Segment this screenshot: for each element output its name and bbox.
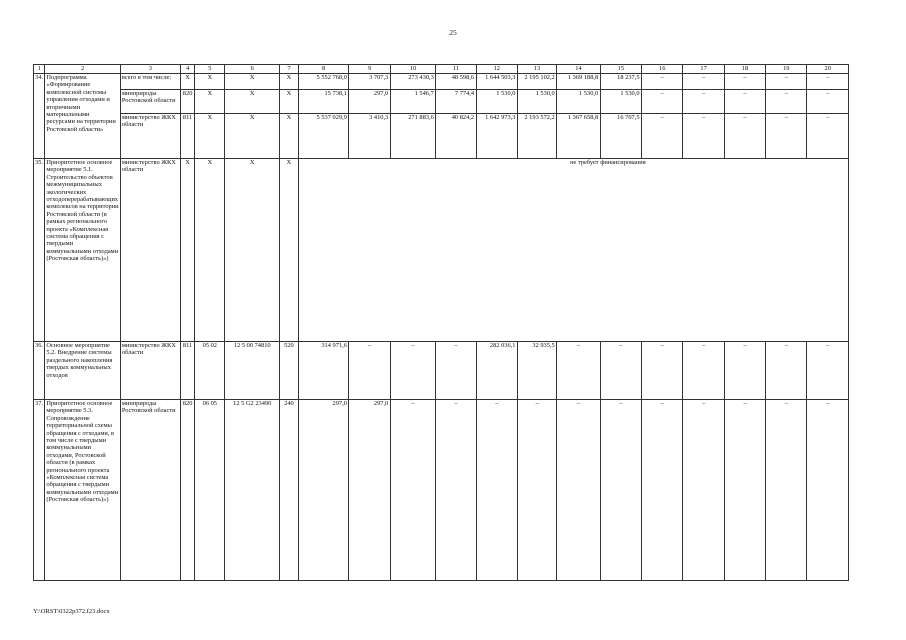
value-year: – bbox=[766, 74, 807, 90]
value-year: – bbox=[807, 114, 849, 159]
header-cell: 19 bbox=[766, 65, 807, 74]
value-year: 7 774,4 bbox=[436, 90, 476, 114]
no-funding-note: не требует финансирования bbox=[298, 159, 848, 342]
header-cell: 4 bbox=[180, 65, 194, 74]
header-cell: 2 bbox=[45, 65, 121, 74]
vr-code: 520 bbox=[280, 342, 299, 400]
header-cell: 15 bbox=[600, 65, 641, 74]
value-year: – bbox=[557, 342, 600, 400]
table-row-34-minzhkh bbox=[34, 114, 849, 159]
value-year: 297,0 bbox=[349, 90, 390, 114]
value-year: – bbox=[436, 342, 476, 400]
row-number: 35. bbox=[34, 159, 45, 342]
header-cell: 11 bbox=[436, 65, 476, 74]
value-year: 1 369 188,8 bbox=[557, 74, 600, 90]
value-year: 1 546,7 bbox=[390, 90, 436, 114]
header-cell: 10 bbox=[390, 65, 436, 74]
rzpr-code: 06 05 bbox=[195, 400, 225, 581]
value-year: 40 824,2 bbox=[436, 114, 476, 159]
value-year: – bbox=[724, 342, 765, 400]
header-cell: 3 bbox=[120, 65, 180, 74]
value-year: 1 367 658,8 bbox=[557, 114, 600, 159]
value-year: – bbox=[642, 342, 683, 400]
value-total: 5 537 029,9 bbox=[298, 114, 349, 159]
table-row-37 bbox=[34, 400, 849, 581]
value-total: 5 552 768,0 bbox=[298, 74, 349, 90]
header-cell: 18 bbox=[724, 65, 765, 74]
activity-name: Подпрограмма «Формирование комплексной системы управления отходами и вторичными материальными ресурсами на территории Ростовской области» bbox=[45, 74, 121, 159]
value-year: 1 530,0 bbox=[600, 90, 641, 114]
value-year: 2 193 572,2 bbox=[517, 114, 556, 159]
header-cell: 9 bbox=[349, 65, 390, 74]
value-year: 2 195 102,2 bbox=[517, 74, 556, 90]
value-year: 32 935,5 bbox=[517, 342, 556, 400]
value-year: 273 430,3 bbox=[390, 74, 436, 90]
value-year: 1 642 973,3 bbox=[476, 114, 517, 159]
value-year: 48 598,6 bbox=[436, 74, 476, 90]
activity-name: Приоритетное основное мероприятие 5.1. Строительство объектов межмуниципальных экологических отходоперерабатывающих комплексов на территории Ростовской области (в рамках регионального проекта «Комплексная система обращения с твердыми коммунальными отходами (Ростовская область)») bbox=[45, 159, 121, 342]
rzpr-code: X bbox=[195, 159, 225, 342]
value-year: – bbox=[600, 400, 641, 581]
value-year: 282 036,1 bbox=[476, 342, 517, 400]
value-year: – bbox=[476, 400, 517, 581]
value-year: – bbox=[807, 342, 849, 400]
vr-code: 240 bbox=[280, 400, 299, 581]
value-year: – bbox=[807, 400, 849, 581]
vr-code: X bbox=[280, 74, 299, 90]
value-year: – bbox=[642, 400, 683, 581]
executor: министерство ЖКХ области bbox=[120, 159, 180, 342]
row-number: 36. bbox=[34, 342, 45, 400]
executor: всего в том числе: bbox=[120, 74, 180, 90]
csr-code: 12 5 G2 23490 bbox=[225, 400, 280, 581]
value-year: – bbox=[436, 400, 476, 581]
value-year: 271 883,6 bbox=[390, 114, 436, 159]
value-year: – bbox=[724, 74, 765, 90]
executor: министерство ЖКХ области bbox=[120, 342, 180, 400]
vr-code: X bbox=[280, 159, 299, 342]
document-file-path: Y:\ORST\0322p372.f23.docx bbox=[33, 608, 110, 615]
value-year: 18 237,5 bbox=[600, 74, 641, 90]
value-total: 314 971,6 bbox=[298, 342, 349, 400]
csr-code: 12 5 00 74810 bbox=[225, 342, 280, 400]
activity-name: Основное мероприятие 5.2. Внедрение системы раздельного накопления твердых коммунальных отходов bbox=[45, 342, 121, 400]
value-year: 1 644 503,3 bbox=[476, 74, 517, 90]
value-year: – bbox=[683, 342, 724, 400]
budget-table bbox=[33, 64, 849, 581]
header-cell: 12 bbox=[476, 65, 517, 74]
rzpr-code: X bbox=[195, 114, 225, 159]
table-row-34-total bbox=[34, 74, 849, 90]
csr-code: X bbox=[225, 90, 280, 114]
value-year: 16 707,5 bbox=[600, 114, 641, 159]
value-year: – bbox=[807, 90, 849, 114]
value-year: – bbox=[642, 74, 683, 90]
value-year: – bbox=[724, 114, 765, 159]
value-year: – bbox=[683, 400, 724, 581]
row-number: 34. bbox=[34, 74, 45, 159]
value-year: – bbox=[683, 114, 724, 159]
table-row-34-minprirody bbox=[34, 90, 849, 114]
header-cell: 14 bbox=[557, 65, 600, 74]
value-year: – bbox=[642, 90, 683, 114]
value-year: – bbox=[807, 74, 849, 90]
header-cell: 6 bbox=[225, 65, 280, 74]
grbs-code: 811 bbox=[180, 342, 194, 400]
value-year: – bbox=[766, 90, 807, 114]
value-year: 1 530,0 bbox=[517, 90, 556, 114]
vr-code: X bbox=[280, 90, 299, 114]
value-year: 1 530,0 bbox=[476, 90, 517, 114]
row-number: 37. bbox=[34, 400, 45, 581]
value-year: – bbox=[724, 90, 765, 114]
executor: минприроды Ростовской области bbox=[120, 90, 180, 114]
page-number: 25 bbox=[449, 28, 457, 37]
value-year: 3 410,3 bbox=[349, 114, 390, 159]
table-row-36 bbox=[34, 342, 849, 400]
executor: министерство ЖКХ области bbox=[120, 114, 180, 159]
csr-code: X bbox=[225, 159, 280, 342]
grbs-code: X bbox=[180, 159, 194, 342]
grbs-code: 811 bbox=[180, 114, 194, 159]
value-total: 297,0 bbox=[298, 400, 349, 581]
value-year: – bbox=[724, 400, 765, 581]
value-year: – bbox=[766, 114, 807, 159]
value-year: – bbox=[517, 400, 556, 581]
rzpr-code: 05 02 bbox=[195, 342, 225, 400]
executor: минприроды Ростовской области bbox=[120, 400, 180, 581]
rzpr-code: X bbox=[195, 90, 225, 114]
value-year: – bbox=[766, 400, 807, 581]
value-year: – bbox=[766, 342, 807, 400]
rzpr-code: X bbox=[195, 74, 225, 90]
value-year: 3 707,3 bbox=[349, 74, 390, 90]
header-cell: 20 bbox=[807, 65, 849, 74]
header-row bbox=[34, 65, 849, 74]
grbs-code: 820 bbox=[180, 90, 194, 114]
header-cell: 16 bbox=[642, 65, 683, 74]
value-year: – bbox=[600, 342, 641, 400]
header-cell: 13 bbox=[517, 65, 556, 74]
grbs-code: X bbox=[180, 74, 194, 90]
header-cell: 5 bbox=[195, 65, 225, 74]
value-year: – bbox=[683, 74, 724, 90]
grbs-code: 820 bbox=[180, 400, 194, 581]
header-cell: 7 bbox=[280, 65, 299, 74]
header-cell: 1 bbox=[34, 65, 45, 74]
value-year: 297,0 bbox=[349, 400, 390, 581]
header-cell: 8 bbox=[298, 65, 349, 74]
value-year: – bbox=[642, 114, 683, 159]
value-year: – bbox=[557, 400, 600, 581]
value-total: 15 738,1 bbox=[298, 90, 349, 114]
value-year: – bbox=[390, 342, 436, 400]
csr-code: X bbox=[225, 114, 280, 159]
value-year: – bbox=[390, 400, 436, 581]
activity-name: Приоритетное основное мероприятие 5.3. Сопровождение территориальной схемы обращения с отходами, в том числе с твердыми коммунальными отходами, Ростовской области (в рамках регионального проекта «Комплексная система обращения с твердыми коммунальными отходами (Ростовская область)») bbox=[45, 400, 121, 581]
vr-code: X bbox=[280, 114, 299, 159]
value-year: – bbox=[683, 90, 724, 114]
table-row-35 bbox=[34, 159, 849, 342]
value-year: – bbox=[349, 342, 390, 400]
csr-code: X bbox=[225, 74, 280, 90]
value-year: 1 530,0 bbox=[557, 90, 600, 114]
header-cell: 17 bbox=[683, 65, 724, 74]
